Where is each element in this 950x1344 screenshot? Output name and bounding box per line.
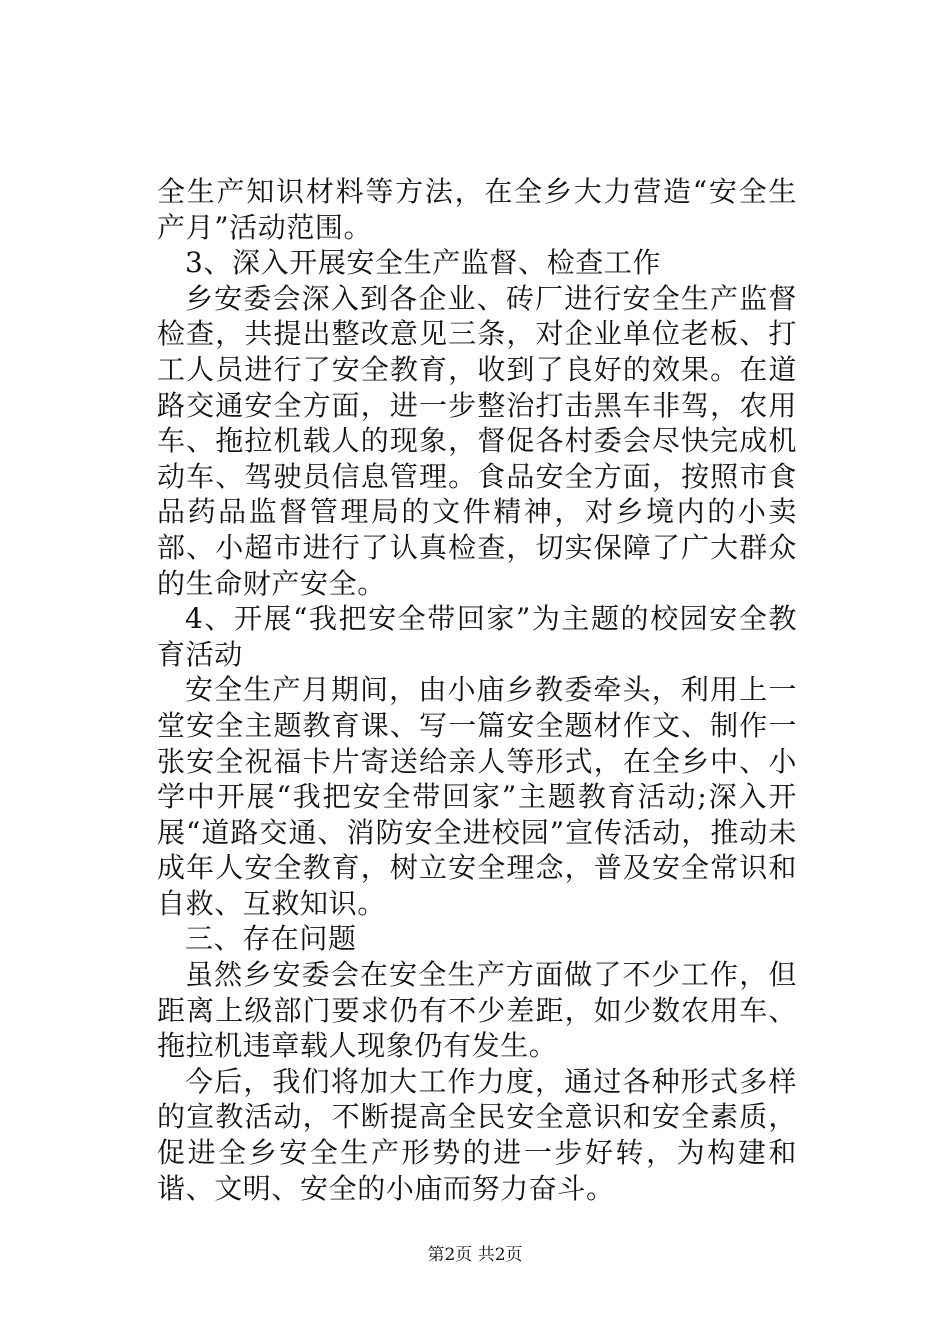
- paragraph-supervision: 乡安委会深入到各企业、砖厂进行安全生产监督检查，共提出整改意见三条，对企业单位老板、打工人员进行了安全教育，收到了良好的效果。在道路交通安全方面，进一步整治打击黑车非驾，农用车、拖拉机载人的现象，督促各村委会尽快完成机动车、驾驶员信息管理。食品安全方面，按照市食品药品监督管理局的文件精神，对乡境内的小卖部、小超市进行了认真检查，切实保障了广大群众的生命财产安全。: [157, 281, 797, 600]
- section-heading-problems: 三、存在问题: [185, 922, 357, 956]
- section-heading-3: 3、深入开展安全生产监督、检查工作: [185, 246, 662, 280]
- paragraph-campus-safety: 安全生产月期间，由小庙乡教委牵头，利用上一堂安全主题教育课、写一篇安全题材作文、制作一张安全祝福卡片寄送给亲人等形式，在全乡中、小学中开展“我把安全带回家”主题教育活动;深入开展“道路交通、消防安全进校园”宣传活动，推动未成年人安全教育，树立安全理念，普及安全常识和自救、互救知识。: [157, 673, 797, 920]
- paragraph-problems: 虽然乡安委会在安全生产方面做了不少工作，但距离上级部门要求仍有不少差距，如少数农用车、拖拉机违章载人现象仍有发生。: [157, 958, 797, 1063]
- document-body: [157, 174, 797, 1206]
- paragraph-continuation: 全生产知识材料等方法，在全乡大力营造“安全生产月”活动范围。: [157, 175, 797, 244]
- section-heading-4: 4、开展“我把安全带回家”为主题的校园安全教育活动: [157, 602, 797, 671]
- page-number-footer: 第2页 共2页: [427, 1245, 523, 1265]
- paragraph-future: 今后，我们将加大工作力度，通过各种形式多样的宣教活动，不断提高全民安全意识和安全素质，促进全乡安全生产形势的进一步好转，为构建和谐、文明、安全的小庙而努力奋斗。: [157, 1064, 797, 1205]
